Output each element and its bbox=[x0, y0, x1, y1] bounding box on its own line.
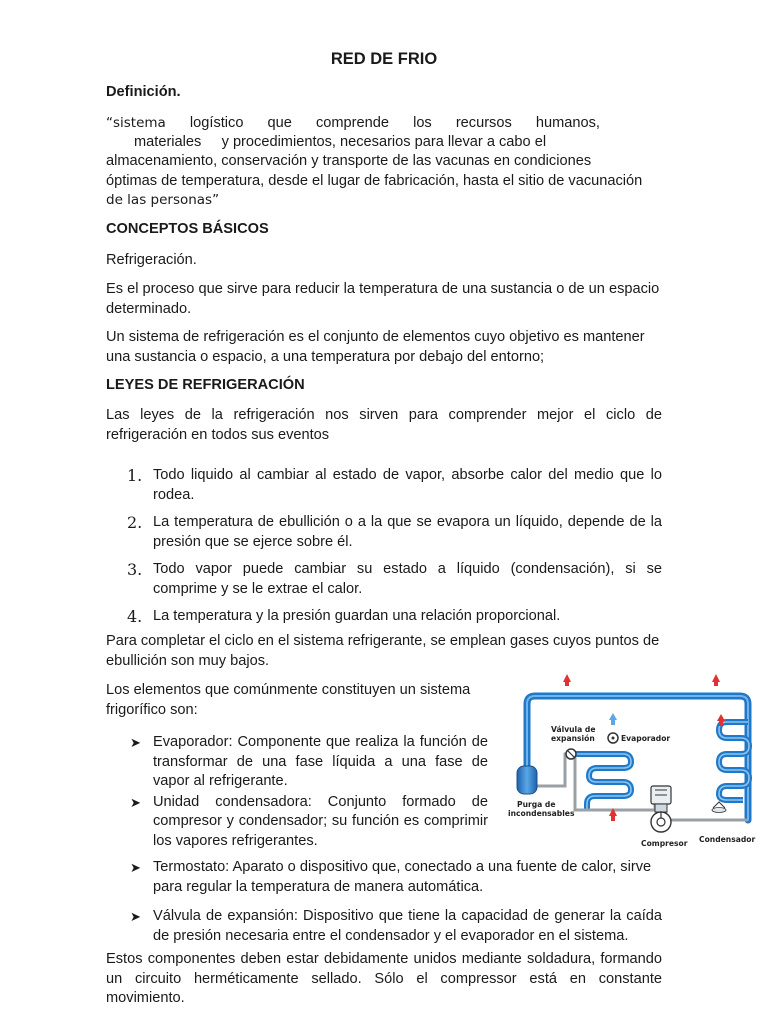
definicion-line-1 bbox=[106, 114, 600, 134]
definicion-line-4: óptimas de temperatura, desde el lugar de fabricación, hasta el sitio de vacunación bbox=[106, 173, 643, 189]
definicion-line-5: de las personas” bbox=[106, 192, 220, 208]
purge-label-line-1: Purga de bbox=[517, 800, 556, 809]
list-item bbox=[106, 607, 662, 627]
list-text: Todo liquido al cambiar al estado de vapor, absorbe calor del medio que lo rodea. bbox=[153, 467, 662, 503]
list-text: La temperatura de ebullición o a la que se evapora un líquido, depende de la presión que se ejerce sobre él. bbox=[153, 514, 662, 550]
condenser-label: Condensador bbox=[699, 835, 756, 844]
arrow-bullet-icon: ➤ bbox=[130, 794, 141, 810]
elementos-list-b bbox=[130, 858, 662, 946]
list-number: 3. bbox=[127, 560, 143, 579]
list-text: Unidad condensadora: Conjunto formado de compresor y condensador; su función es comprimir los vapores refrigerantes. bbox=[153, 793, 488, 849]
leyes-list bbox=[106, 466, 662, 627]
gases-paragraph: Para completar el ciclo en el sistema refrigerante, se emplean gases cuyos puntos de ebullición son muy bajos. bbox=[106, 633, 660, 669]
list-item bbox=[106, 560, 662, 599]
arrow-bullet-icon: ➤ bbox=[130, 860, 141, 875]
condenser-fan-icon bbox=[712, 802, 726, 813]
definicion-line-2: materiales y procedimientos, necesarios para llevar a cabo el bbox=[134, 134, 547, 150]
leyes-heading: LEYES DE REFRIGERACIÓN bbox=[106, 377, 305, 393]
heat-out-arrow-icon bbox=[712, 674, 720, 686]
main-pipe-loop bbox=[527, 696, 748, 820]
elementos-intro: Los elementos que comúnmente constituyen un sistema frigorífico son: bbox=[106, 682, 471, 718]
definicion-word: comprende bbox=[315, 115, 389, 131]
list-text: Evaporador: Componente que realiza la función de transformar de una fase líquida a una fase de vapor al refrigerante. bbox=[153, 734, 488, 789]
heat-out-arrow-icon bbox=[563, 674, 571, 686]
list-item bbox=[106, 466, 662, 505]
list-text: Termostato: Aparato o dispositivo que, conectado a una fuente de calor, sirve para regular la temperatura de manera automática. bbox=[153, 859, 652, 895]
list-text: Válvula de expansión: Dispositivo que tiene la capacidad de generar la caída de presión necesaria entre el condensador y el evaporador en el sistema. bbox=[153, 908, 662, 944]
list-text: Todo vapor puede cambiar su estado a líquido (condensación), si se comprime y se le extrae el calor. bbox=[153, 561, 662, 597]
page-title: RED DE FRIO bbox=[330, 50, 438, 68]
purge-label-line-2: incondensables bbox=[508, 809, 575, 818]
list-number: 4. bbox=[127, 607, 143, 626]
list-number: 1. bbox=[127, 466, 143, 485]
purge-tank-icon bbox=[517, 766, 537, 794]
evaporator-label: Evaporador bbox=[621, 734, 671, 743]
compressor-label: Compresor bbox=[641, 839, 688, 848]
expansion-valve-icon bbox=[566, 749, 576, 759]
evaporator-gauge-icon bbox=[608, 733, 618, 743]
refrigeration-cycle-diagram bbox=[505, 670, 760, 855]
conceptos-paragraph-1: Es el proceso que sirve para reducir la temperatura de una sustancia o de un espacio determinado. bbox=[106, 281, 660, 317]
list-item bbox=[106, 513, 662, 552]
list-item bbox=[130, 793, 488, 852]
refrigeration-cycle-svg bbox=[505, 670, 760, 855]
list-item bbox=[130, 733, 488, 792]
arrow-bullet-icon: ➤ bbox=[130, 735, 141, 750]
definicion-word: los bbox=[413, 115, 432, 131]
conceptos-term: Refrigeración. bbox=[106, 252, 197, 268]
definicion-word: humanos, bbox=[535, 115, 600, 131]
conceptos-heading: CONCEPTOS BÁSICOS bbox=[106, 221, 269, 237]
cold-arrow-icon bbox=[609, 713, 617, 725]
closing-paragraph: Estos componentes deben estar debidamente unidos mediante soldadura, formando un circuito herméticamente sellado. Sólo el compressor está en constante movimiento. bbox=[106, 951, 662, 1006]
definicion-word: logístico bbox=[189, 115, 244, 131]
elementos-list-a bbox=[130, 733, 488, 851]
valve-label-line-1: Válvula de bbox=[551, 725, 596, 734]
leyes-intro: Las leyes de la refrigeración nos sirven para comprender mejor el ciclo de refrigeración en todos sus eventos bbox=[106, 407, 662, 443]
definicion-word: “sistema bbox=[106, 115, 166, 131]
arrow-bullet-icon: ➤ bbox=[130, 909, 141, 924]
definicion-word: que bbox=[267, 115, 292, 131]
list-item bbox=[130, 907, 662, 946]
list-number: 2. bbox=[127, 513, 143, 532]
definicion-word: recursos bbox=[455, 115, 512, 131]
definicion-heading: Definición. bbox=[106, 84, 181, 100]
list-text: La temperatura y la presión guardan una relación proporcional. bbox=[153, 608, 561, 624]
definicion-line-3: almacenamiento, conservación y transporte de las vacunas en condiciones bbox=[106, 153, 592, 169]
conceptos-paragraph-2: Un sistema de refrigeración es el conjunto de elementos cuyo objetivo es mantener una sustancia o espacio, a una temperatura por debajo del entorno; bbox=[106, 329, 645, 365]
list-item bbox=[130, 858, 662, 897]
valve-label-line-2: expansión bbox=[551, 734, 595, 743]
